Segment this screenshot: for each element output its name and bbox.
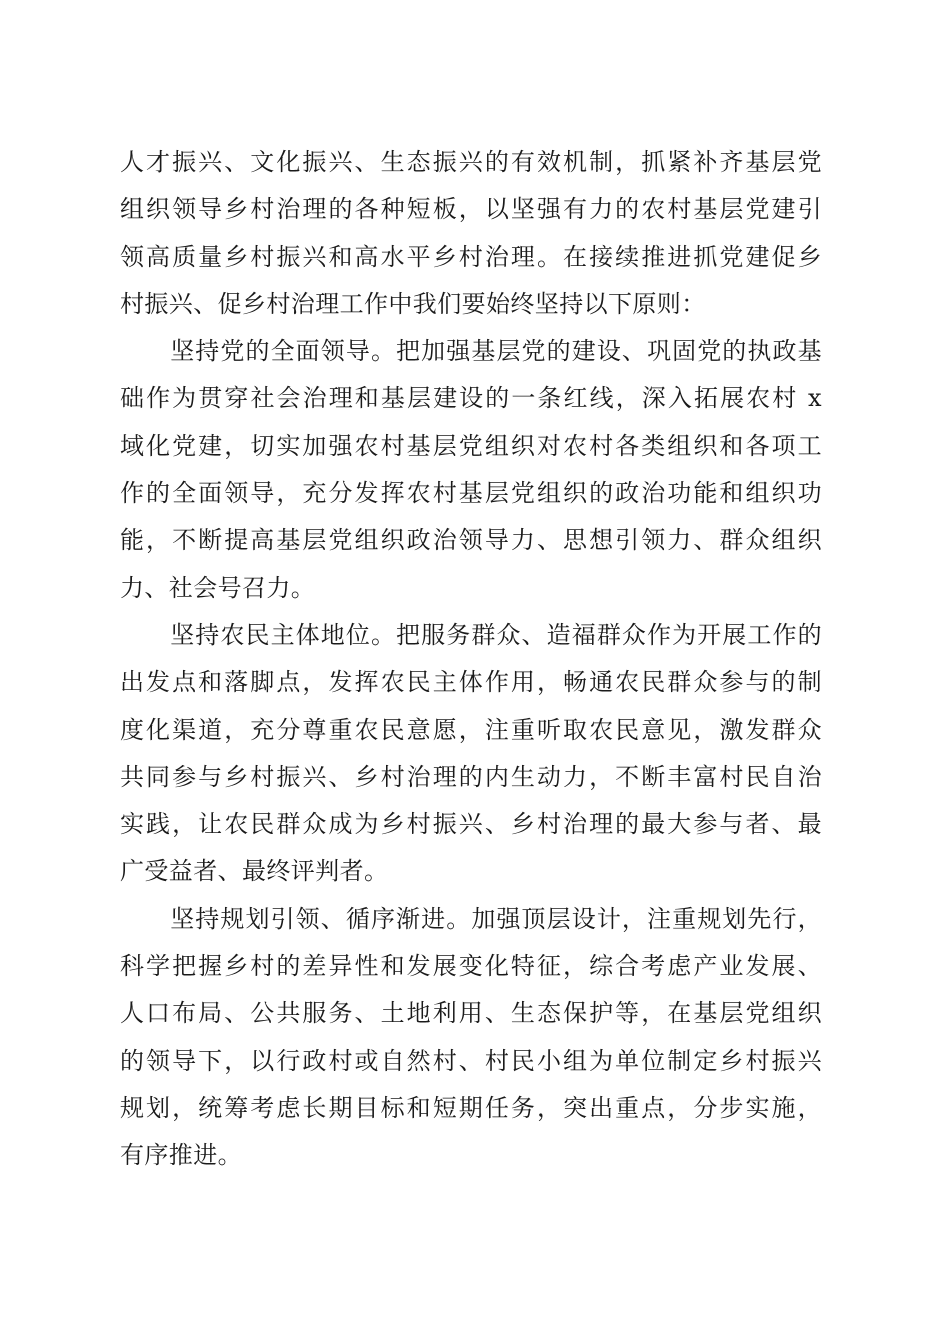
- text-line: 的领导下，以行政村或自然村、村民小组为单位制定乡村振兴: [120, 1046, 822, 1075]
- text-line: 规划，统筹考虑长期目标和短期任务，突出重点，分步实施，: [120, 1093, 822, 1122]
- text-line: 能，不断提高基层党组织政治领导力、思想引领力、群众组织: [120, 526, 822, 555]
- text-line: 出发点和落脚点，发挥农民主体作用，畅通农民群众参与的制: [120, 668, 822, 697]
- text-line: 有序推进。: [120, 1141, 242, 1170]
- text-line: 共同参与乡村振兴、乡村治理的内生动力，不断丰富村民自治: [120, 762, 822, 791]
- paragraph-3: [120, 612, 822, 896]
- text-line: 村振兴、促乡村治理工作中我们要始终坚持以下原则：: [120, 289, 706, 318]
- text-line: 实践，让农民群众成为乡村振兴、乡村治理的最大参与者、最: [120, 810, 822, 839]
- text-line: 人口布局、公共服务、土地利用、生态保护等，在基层党组织: [120, 999, 822, 1028]
- text-line: 科学把握乡村的差异性和发展变化特征，综合考虑产业发展、: [120, 952, 822, 981]
- text-line: 度化渠道，充分尊重农民意愿，注重听取农民意见，激发群众: [120, 715, 822, 744]
- text-line: 坚持党的全面领导。把加强基层党的建设、巩固党的执政基: [120, 337, 822, 366]
- text-line: 人才振兴、文化振兴、生态振兴的有效机制，抓紧补齐基层党: [120, 148, 822, 176]
- paragraph-4: [120, 896, 822, 1180]
- text-line: 域化党建，切实加强农村基层党组织对农村各类组织和各项工: [120, 431, 822, 460]
- text-line: 广受益者、最终评判者。: [120, 857, 389, 886]
- text-line: 础作为贯穿社会治理和基层建设的一条红线，深入拓展农村 x: [120, 384, 822, 413]
- text-line: 坚持规划引领、循序渐进。加强顶层设计，注重规划先行，: [120, 904, 822, 933]
- document-body: [120, 139, 822, 1180]
- text-line: 坚持农民主体地位。把服务群众、造福群众作为开展工作的: [120, 620, 822, 649]
- text-line: 组织领导乡村治理的各种短板，以坚强有力的农村基层党建引: [120, 195, 822, 224]
- text-line: 作的全面领导，充分发挥农村基层党组织的政治功能和组织功: [120, 479, 822, 508]
- text-line: 领高质量乡村振兴和高水平乡村治理。在接续推进抓党建促乡: [120, 242, 822, 271]
- paragraph-1: [120, 139, 822, 328]
- paragraph-2: [120, 328, 822, 612]
- text-line: 力、社会号召力。: [120, 573, 316, 602]
